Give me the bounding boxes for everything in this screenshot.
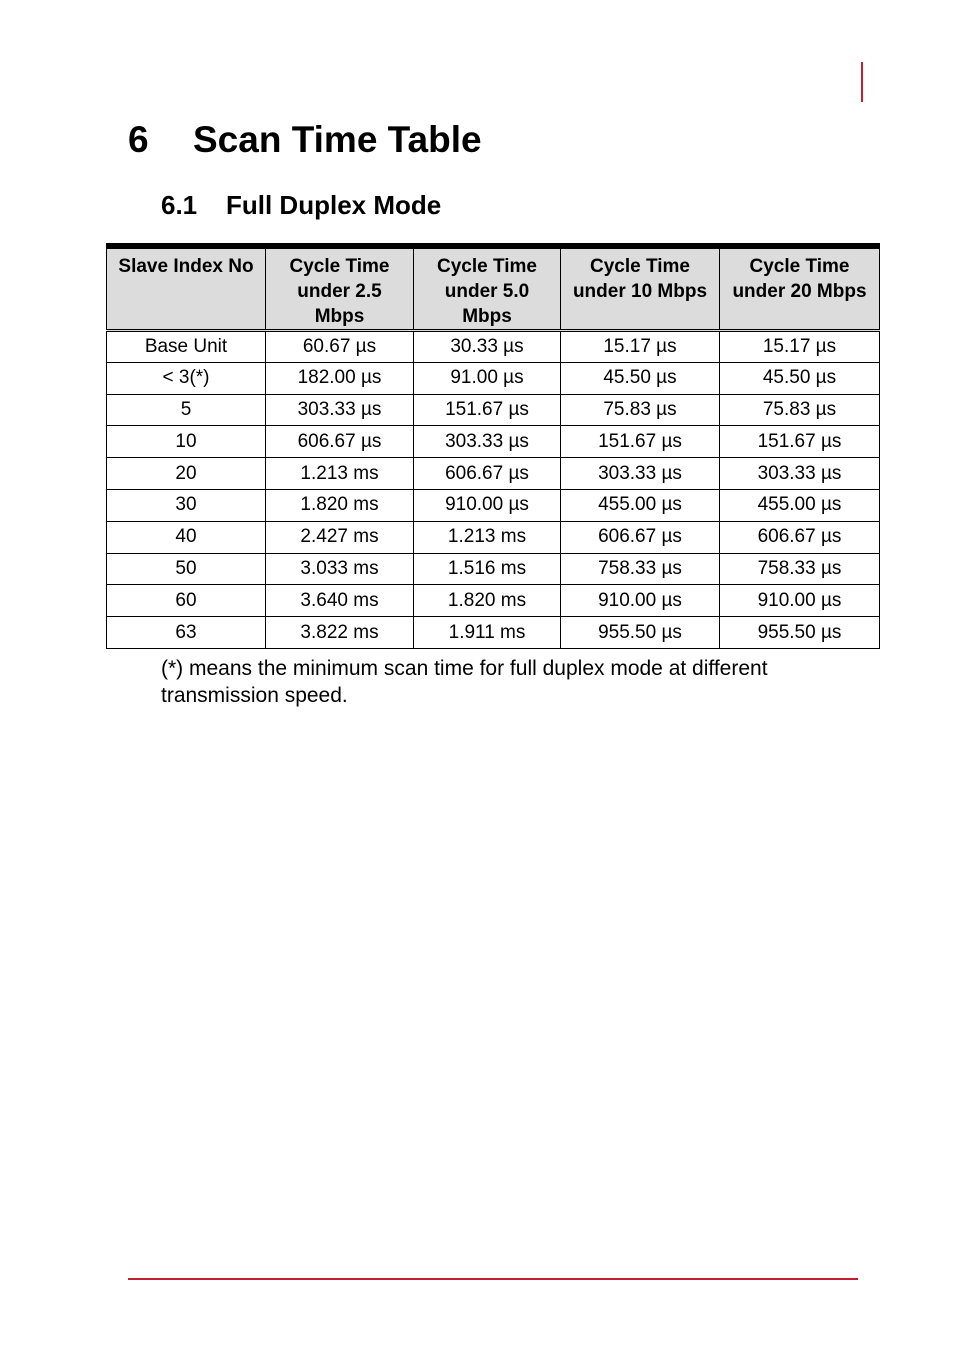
table-cell: 455.00 µs <box>720 489 880 521</box>
table-cell: 50 <box>107 553 266 585</box>
table-cell: 303.33 µs <box>414 426 561 458</box>
table-cell: 2.427 ms <box>266 521 414 553</box>
header-cycle-10 <box>561 246 720 331</box>
section-title <box>161 188 441 222</box>
table-cell: 40 <box>107 521 266 553</box>
table-cell: 63 <box>107 617 266 649</box>
table-cell: 1.911 ms <box>414 617 561 649</box>
table-row <box>107 458 880 490</box>
header-cycle-5-0 <box>414 246 561 331</box>
header-cycle-2-5 <box>266 246 414 331</box>
table-row <box>107 585 880 617</box>
chapter-title <box>128 116 482 164</box>
table-cell: 30 <box>107 489 266 521</box>
header-line: Cycle Time <box>749 256 850 277</box>
table-cell: 75.83 µs <box>720 394 880 426</box>
header-line: under 10 Mbps <box>572 281 708 302</box>
header-line: Mbps <box>462 306 512 327</box>
table-cell: 15.17 µs <box>561 331 720 363</box>
table-cell: 1.516 ms <box>414 553 561 585</box>
table-cell: 303.33 µs <box>561 458 720 490</box>
table-row <box>107 553 880 585</box>
table-cell: 910.00 µs <box>720 585 880 617</box>
table-cell: Base Unit <box>107 331 266 363</box>
table-cell: < 3(*) <box>107 362 266 394</box>
header-cycle-20 <box>720 246 880 331</box>
table-cell: 606.67 µs <box>414 458 561 490</box>
header-line: under 20 Mbps <box>732 281 867 302</box>
table-cell: 606.67 µs <box>720 521 880 553</box>
table-cell: 1.213 ms <box>266 458 414 490</box>
table-row <box>107 521 880 553</box>
header-slave-index <box>107 246 266 331</box>
table-header <box>107 246 880 331</box>
table-row <box>107 331 880 363</box>
header-line: Mbps <box>314 306 365 327</box>
scan-time-table <box>106 243 880 649</box>
table-cell: 910.00 µs <box>414 489 561 521</box>
table-cell: 455.00 µs <box>561 489 720 521</box>
header-line: Cycle Time <box>437 256 537 277</box>
table-cell: 45.50 µs <box>561 362 720 394</box>
table-cell: 60 <box>107 585 266 617</box>
footnote <box>161 655 861 709</box>
table-cell: 15.17 µs <box>720 331 880 363</box>
table-cell: 60.67 µs <box>266 331 414 363</box>
section-number: 6.1 <box>161 190 198 220</box>
table-row <box>107 362 880 394</box>
table-cell: 606.67 µs <box>561 521 720 553</box>
section-title-text: Full Duplex Mode <box>226 190 442 220</box>
header-line: Slave Index No <box>118 256 254 277</box>
table-header-row <box>107 246 880 331</box>
header-line: under 5.0 <box>444 281 530 302</box>
table-cell: 3.640 ms <box>266 585 414 617</box>
chapter-title-text: Scan Time Table <box>193 119 482 160</box>
table-cell: 182.00 µs <box>266 362 414 394</box>
header-line: Cycle Time <box>590 256 690 277</box>
table-cell: 5 <box>107 394 266 426</box>
table-cell: 1.820 ms <box>266 489 414 521</box>
footnote-line-2: transmission speed. <box>161 684 348 707</box>
table-cell: 151.67 µs <box>561 426 720 458</box>
table-cell: 30.33 µs <box>414 331 561 363</box>
table-cell: 955.50 µs <box>561 617 720 649</box>
table-cell: 20 <box>107 458 266 490</box>
header-line: under 2.5 <box>297 281 382 302</box>
footnote-line-1: (*) means the minimum scan time for full duplex mode at different <box>161 657 768 680</box>
table-row <box>107 426 880 458</box>
table-cell: 1.213 ms <box>414 521 561 553</box>
header-line: Cycle Time <box>289 256 390 277</box>
table-body <box>107 331 880 649</box>
table-cell: 910.00 µs <box>561 585 720 617</box>
table-cell: 45.50 µs <box>720 362 880 394</box>
table-row <box>107 617 880 649</box>
table-row <box>107 489 880 521</box>
table-cell: 1.820 ms <box>414 585 561 617</box>
table-cell: 3.822 ms <box>266 617 414 649</box>
table-cell: 606.67 µs <box>266 426 414 458</box>
table-cell: 758.33 µs <box>720 553 880 585</box>
table-cell: 151.67 µs <box>414 394 561 426</box>
table-cell: 303.33 µs <box>720 458 880 490</box>
chapter-number: 6 <box>128 119 149 160</box>
table-cell: 303.33 µs <box>266 394 414 426</box>
table-cell: 955.50 µs <box>720 617 880 649</box>
table-row <box>107 394 880 426</box>
table-cell: 3.033 ms <box>266 553 414 585</box>
page-marker-bar <box>861 62 863 102</box>
footer-rule <box>128 1278 858 1280</box>
table-cell: 758.33 µs <box>561 553 720 585</box>
table-cell: 151.67 µs <box>720 426 880 458</box>
table-cell: 10 <box>107 426 266 458</box>
table-cell: 75.83 µs <box>561 394 720 426</box>
table-cell: 91.00 µs <box>414 362 561 394</box>
